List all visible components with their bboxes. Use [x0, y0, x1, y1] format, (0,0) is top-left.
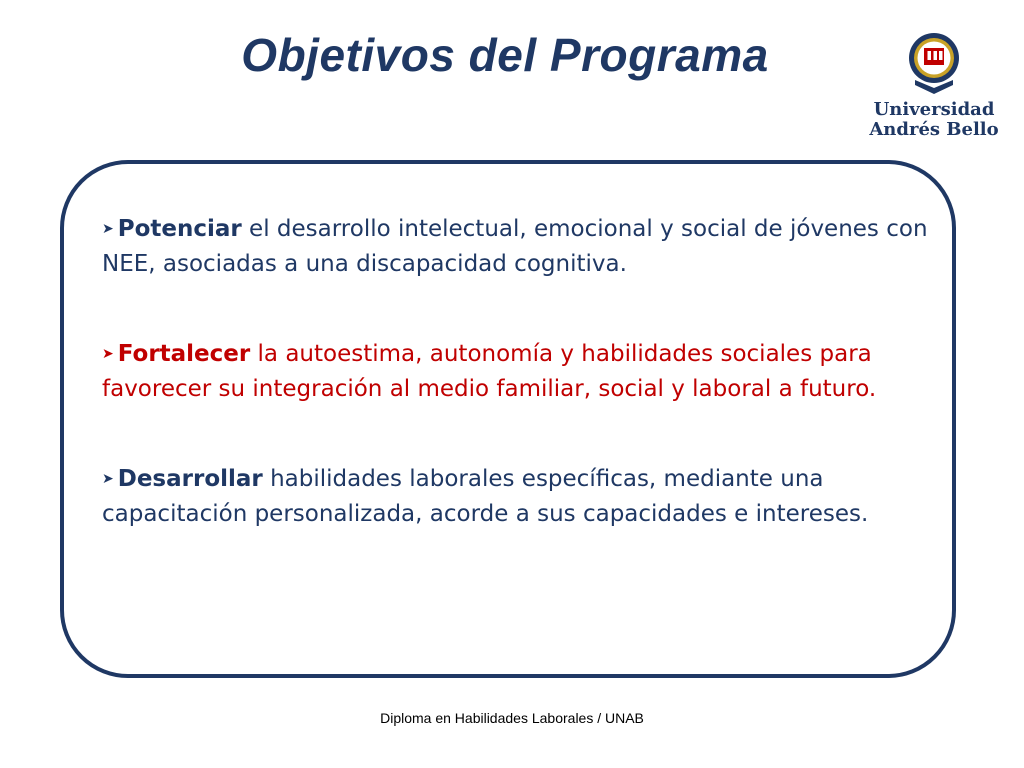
objective-text: habilidades laborales específicas, mediante una capacitación personalizada, acorde a sus capacidades e intereses. — [102, 466, 869, 527]
objectives-box — [60, 160, 956, 678]
slide-footer: Diploma en Habilidades Laborales / UNAB — [380, 710, 644, 726]
arrow-bullet-icon: ➤ — [102, 346, 114, 362]
objective-lead: Desarrollar — [117, 466, 263, 492]
objective-lead: Fortalecer — [117, 341, 251, 367]
logo-text-line2: Andrés Bello — [869, 119, 999, 140]
logo-text-line1: Universidad — [873, 99, 995, 120]
arrow-bullet-icon: ➤ — [102, 221, 114, 237]
university-logo — [868, 20, 1000, 148]
objective-item-potenciar — [102, 212, 932, 282]
objective-text: la autoestima, autonomía y habilidades sociales para favorecer su integración al medio familiar, social y laboral a futuro. — [102, 341, 877, 402]
arrow-bullet-icon: ➤ — [102, 471, 114, 487]
objective-text: el desarrollo intelectual, emocional y social de jóvenes con NEE, asociadas a una discapacidad cognitiva. — [102, 216, 928, 277]
objective-lead: Potenciar — [117, 216, 242, 242]
objective-item-fortalecer — [102, 337, 932, 407]
objective-item-desarrollar — [102, 462, 932, 532]
university-crest-icon — [906, 28, 962, 96]
objectives-list — [102, 212, 932, 587]
slide-title: Objetivos del Programa — [241, 29, 769, 81]
